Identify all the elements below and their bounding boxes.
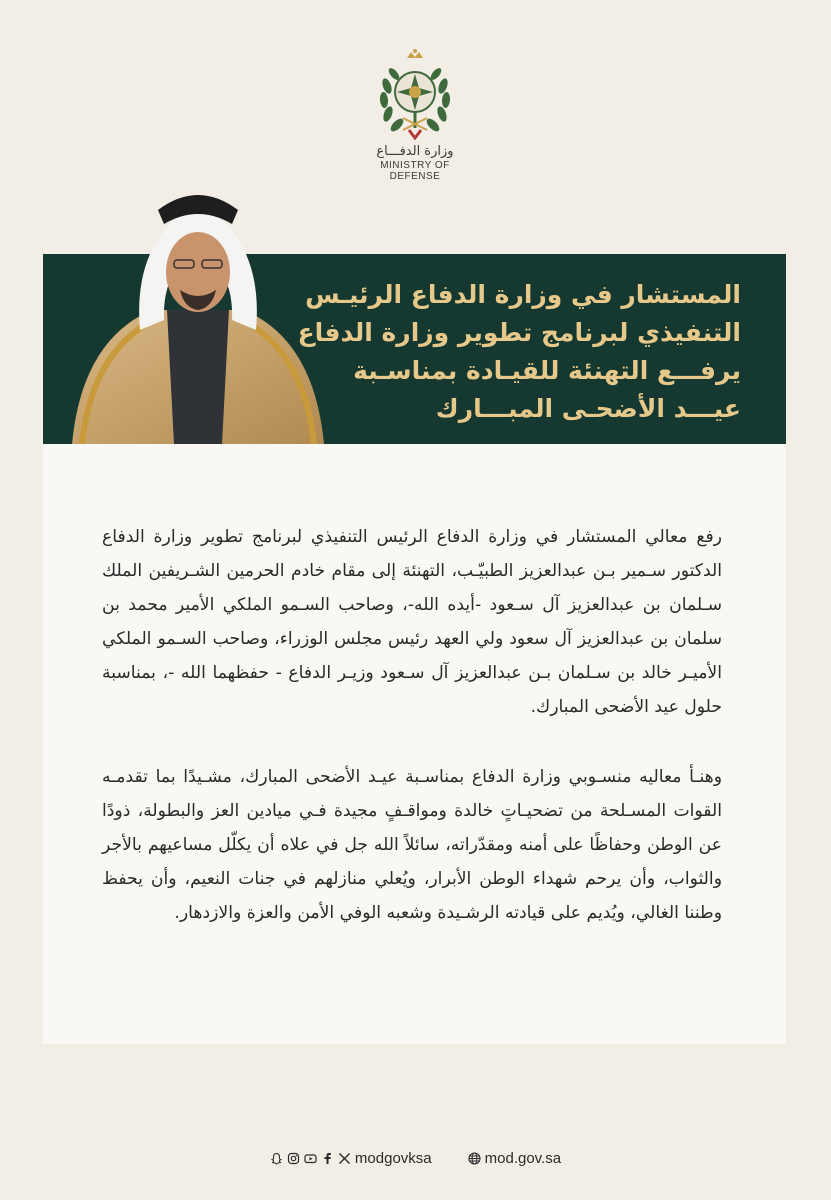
instagram-icon[interactable] bbox=[287, 1152, 300, 1165]
body-paragraph: رفع معالي المستشار في وزارة الدفاع الرئيس التنفيذي لبرنامج تطوير وزارة الدفاع الدكتور سـمير بـن عبدالعزيز الطبيّـب، التهنئة إلى مقام خادم الحرمين الشـريفين الملك سـلمان بن عبدالعزيز آل سـعود -أيده الله-، وصاحب السـمو الملكي الأمير محمد بن سلمان بن عبدالعزيز آل سعود ولي العهد رئيس مجلس الوزراء، وصاحب السـمو الملكي الأميـر خالد بن سـلمان بـن عبدالعزيز آل سـعود وزيـر الدفاع - حفظهما الله -، بمناسبة حلول عيد الأضحى المبارك. bbox=[102, 527, 722, 717]
statement-body bbox=[102, 520, 722, 930]
facebook-icon[interactable] bbox=[321, 1152, 334, 1165]
headline-line: التنفيذي لبرنامج تطوير وزارة الدفاع bbox=[297, 318, 741, 347]
globe-icon bbox=[468, 1152, 481, 1165]
official-portrait bbox=[62, 180, 334, 444]
ministry-name-english: MINISTRY OF DEFENSE bbox=[380, 160, 450, 182]
ministry-logo bbox=[355, 48, 475, 182]
headline-line: عيـــد الأضحـى المبـــارك bbox=[435, 394, 741, 423]
youtube-icon[interactable] bbox=[304, 1152, 317, 1165]
website-url[interactable]: mod.gov.sa bbox=[484, 1149, 562, 1167]
snapchat-icon[interactable] bbox=[270, 1152, 283, 1165]
ministry-name-arabic: وزارة الدفـــاع bbox=[376, 144, 454, 159]
footer bbox=[0, 1143, 831, 1173]
headline-line: المستشار في وزارة الدفاع الرئيـس bbox=[305, 280, 741, 309]
website-link[interactable] bbox=[468, 1150, 561, 1167]
headline-line: يرفـــع التهنئة للقيـادة بمناسـبة bbox=[353, 356, 741, 385]
headline bbox=[297, 276, 741, 428]
body-paragraph: وهنـأ معاليه منسـوبي وزارة الدفاع بمناسـبة عيـد الأضحى المبارك، مشـيدًا بما تقدمـه القوات المسـلحة من تضحيـاتٍ خالدة ومواقـفٍ مجيدة فـي ميادين العز والبطولة، ذودًا عن الوطن وحفاظًا على أمنه ومقدّراته، سائلاً الله جل في علاه أن يكلّل مساعيهم بالأجر والثواب، وأن يرحم شهداء الوطن الأبرار، ويُعلي منازلهم في جنات النعيم، وأن يحفظ وطننا الغالي، ويُديم على قيادته الرشـيدة وشعبه الوفي الأمن والعزة والازدهار. bbox=[102, 767, 722, 923]
x-icon[interactable] bbox=[338, 1152, 351, 1165]
social-handle[interactable]: modgovksa bbox=[354, 1149, 432, 1167]
ministry-emblem-icon bbox=[367, 48, 463, 140]
social-links bbox=[270, 1150, 432, 1167]
